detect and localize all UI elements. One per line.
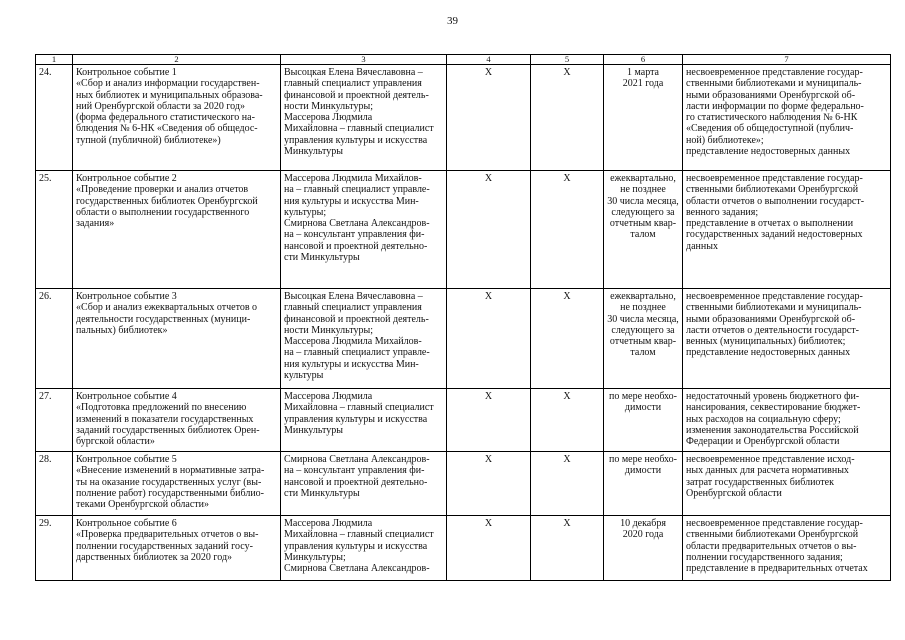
text-line: Х: [484, 454, 493, 465]
text-line: ными образованиями Оренбургской об-: [686, 89, 856, 101]
row-number-cell: [36, 65, 73, 171]
text-line: Х: [484, 518, 493, 529]
text-line: (форма федерального статистического на-: [76, 112, 255, 124]
responsible-person-cell: [281, 65, 447, 171]
text-line: тупной (публичной) библиотеке»): [76, 134, 221, 146]
row-number-cell: [36, 452, 73, 516]
table-row: [36, 516, 891, 581]
text-line: Смирнова Светлана Александров-: [284, 563, 430, 575]
header-cell-7: 7: [683, 55, 891, 65]
text-line: пальных) библиотек»: [76, 324, 168, 336]
table-row: [36, 65, 891, 171]
text-line: 10 декабря: [620, 518, 666, 529]
text-line: ных библиотек и муниципальных образова-: [76, 89, 263, 101]
text-line: несвоевременное представление исход-: [686, 454, 855, 465]
text-line: области о выполнении государственного: [76, 206, 250, 218]
column-5-cell: [531, 289, 604, 389]
text-line: несвоевременное представление государ-: [686, 67, 863, 78]
text-line: недостаточный уровень бюджетного фи-: [686, 391, 860, 402]
column-4-cell: [447, 516, 531, 581]
text-line: Высоцкая Елена Вячеславовна –: [284, 291, 423, 302]
risk-description-cell: [683, 65, 891, 171]
text-line: финансовой и проектной деятель-: [284, 313, 429, 325]
text-line: изменений в показатели государственных: [76, 413, 254, 425]
text-line: несвоевременное представление государ-: [686, 518, 863, 529]
text-line: Х: [484, 291, 493, 302]
text-line: Контрольное событие 3: [76, 291, 177, 302]
text-line: несвоевременное представление государ-: [686, 291, 863, 302]
header-cell-4: 4: [447, 55, 531, 65]
text-line: Х: [484, 391, 493, 402]
risk-description-cell: [683, 171, 891, 289]
text-line: представление в отчетах о выполнении: [686, 218, 854, 230]
text-line: полнение работ) государственными библио-: [76, 487, 265, 499]
control-event-cell: [73, 171, 281, 289]
text-line: финансовой и проектной деятель-: [284, 89, 429, 101]
text-line: на – консультант управления фи-: [284, 229, 425, 241]
text-line: «Внесение изменений в нормативные затра-: [76, 465, 265, 477]
text-line: Высоцкая Елена Вячеславовна –: [284, 67, 423, 78]
deadline-cell: [604, 389, 683, 452]
text-line: Контрольное событие 6: [76, 518, 177, 529]
text-line: представление недостоверных данных: [686, 146, 851, 158]
risk-description-cell: [683, 289, 891, 389]
text-line: главный специалист управления: [284, 302, 422, 314]
text-line: Минкультуры;: [284, 551, 346, 563]
text-line: 30 числа месяца,: [607, 195, 679, 207]
table-row: [36, 452, 891, 516]
text-line: на – консультант управления фи-: [284, 465, 425, 477]
text-line: управления культуры и искусства: [284, 540, 428, 552]
text-line: сти Минкультуры: [284, 487, 360, 499]
risk-description-cell: [683, 516, 891, 581]
row-number-cell: [36, 171, 73, 289]
text-line: Х: [563, 291, 571, 302]
text-line: заданий государственных библиотек Орен-: [76, 424, 260, 436]
deadline-cell: [604, 516, 683, 581]
text-line: талом: [630, 347, 656, 359]
text-line: Минкультуры: [284, 146, 343, 158]
table-row: [36, 389, 891, 452]
control-event-cell: [73, 65, 281, 171]
text-line: «Сбор и анализ информации государствен-: [76, 78, 260, 90]
row-number-cell: [36, 289, 73, 389]
text-line: Х: [484, 67, 493, 78]
risk-description-cell: [683, 452, 891, 516]
text-line: Х: [563, 67, 571, 78]
text-line: Массерова Людмила: [284, 518, 373, 529]
header-cell-2: 2: [73, 55, 281, 65]
text-line: следующего за: [611, 324, 675, 336]
text-line: на – главный специалист управле-: [284, 347, 430, 359]
column-5-cell: [531, 452, 604, 516]
text-line: не позднее: [620, 184, 666, 196]
text-line: несвоевременное представление государ-: [686, 173, 863, 184]
text-line: бургской области»: [76, 436, 155, 448]
table-header-row: [36, 55, 891, 65]
responsible-person-cell: [281, 516, 447, 581]
text-line: культуры;: [284, 206, 327, 218]
text-line: ности Минкультуры;: [284, 100, 374, 112]
text-line: Контрольное событие 1: [76, 67, 177, 78]
text-line: ности Минкультуры;: [284, 324, 374, 336]
text-line: го статистического наблюдения № 6-НК: [686, 112, 858, 124]
column-5-cell: [531, 65, 604, 171]
control-event-cell: [73, 389, 281, 452]
text-line: блюдения № 6-НК «Сведения об общедос-: [76, 123, 258, 135]
text-line: 24.: [39, 67, 52, 78]
text-line: главный специалист управления: [284, 78, 422, 90]
text-line: Контрольное событие 2: [76, 173, 177, 184]
text-line: Федерации и Оренбургской области: [686, 436, 840, 448]
text-line: 26.: [39, 291, 52, 302]
text-line: ты на оказание государственных услуг (вы-: [76, 476, 262, 488]
text-line: ной) библиотеке»;: [686, 134, 764, 146]
text-line: Х: [563, 391, 571, 402]
text-line: Х: [563, 173, 571, 184]
row-number-cell: [36, 516, 73, 581]
text-line: Массерова Людмила: [284, 391, 373, 402]
text-line: ственными библиотеками и муниципаль-: [686, 78, 862, 90]
header-cell-3: 3: [281, 55, 447, 65]
header-cell-1: 1: [36, 55, 73, 65]
text-line: 29.: [39, 518, 52, 529]
text-line: 25.: [39, 173, 52, 184]
text-line: 30 числа месяца,: [607, 313, 679, 325]
control-event-cell: [73, 289, 281, 389]
column-4-cell: [447, 452, 531, 516]
responsible-person-cell: [281, 289, 447, 389]
text-line: ных данных для расчета нормативных: [686, 465, 849, 477]
text-line: деятельности государственных (муници-: [76, 313, 251, 325]
column-5-cell: [531, 516, 604, 581]
responsible-person-cell: [281, 171, 447, 289]
table-row: [36, 289, 891, 389]
text-line: ными образованиями Оренбургской об-: [686, 313, 856, 325]
control-event-cell: [73, 452, 281, 516]
text-line: государственных заданий недостоверных: [686, 229, 863, 241]
text-line: области отчетов о выполнении государст-: [686, 195, 865, 207]
text-line: «Подготовка предложений по внесению: [76, 402, 247, 414]
column-4-cell: [447, 65, 531, 171]
text-line: ственными библиотеками Оренбургской: [686, 529, 859, 541]
text-line: на – главный специалист управле-: [284, 184, 430, 196]
text-line: области предварительных отчетов о вы-: [686, 540, 857, 552]
text-line: 1 марта: [627, 67, 659, 78]
text-line: ежеквартально,: [610, 173, 676, 184]
text-line: ных расходов на социальную сферу;: [686, 413, 841, 425]
deadline-cell: [604, 65, 683, 171]
column-5-cell: [531, 389, 604, 452]
responsible-person-cell: [281, 389, 447, 452]
text-line: Смирнова Светлана Александров-: [284, 454, 430, 465]
text-line: не позднее: [620, 302, 666, 314]
plan-table: [35, 54, 891, 581]
text-line: по мере необхо-: [608, 391, 677, 402]
text-line: ния культуры и искусства Мин-: [284, 195, 419, 207]
text-line: талом: [630, 229, 656, 241]
text-line: «Проверка предварительных отчетов о вы-: [76, 529, 259, 541]
text-line: Михайловна – главный специалист: [284, 529, 434, 541]
text-line: Массерова Людмила Михайлов-: [284, 336, 422, 348]
text-line: следующего за: [611, 206, 675, 218]
text-line: нансовой и проектной деятельно-: [284, 240, 428, 252]
text-line: отчетным квар-: [609, 336, 677, 348]
text-line: Минкультуры: [284, 424, 343, 436]
text-line: 27.: [39, 391, 52, 402]
row-number-cell: [36, 389, 73, 452]
text-line: задания»: [76, 218, 115, 230]
header-cell-6: 6: [604, 55, 683, 65]
column-4-cell: [447, 171, 531, 289]
page-number: 39: [447, 15, 458, 27]
text-line: 2020 года: [622, 529, 664, 541]
text-line: «Проведение проверки и анализ отчетов: [76, 184, 249, 196]
text-line: «Сбор и анализ ежеквартальных отчетов о: [76, 302, 258, 314]
column-4-cell: [447, 389, 531, 452]
text-line: управления культуры и искусства: [284, 134, 428, 146]
text-line: венного задания;: [686, 206, 759, 218]
table-body: [36, 65, 891, 581]
text-line: димости: [624, 402, 662, 414]
text-line: Массерова Людмила: [284, 112, 373, 124]
risk-description-cell: [683, 389, 891, 452]
text-line: отчетным квар-: [609, 218, 677, 230]
text-line: по мере необхо-: [608, 454, 677, 465]
column-5-cell: [531, 171, 604, 289]
text-line: управления культуры и искусства: [284, 413, 428, 425]
text-line: полнении государственных заданий госу-: [76, 540, 253, 552]
table-row: [36, 171, 891, 289]
text-line: Смирнова Светлана Александров-: [284, 218, 430, 230]
header-cell-5: 5: [531, 55, 604, 65]
text-line: ежеквартально,: [610, 291, 676, 302]
text-line: культуры: [284, 370, 324, 382]
text-line: нансирования, секвестирование бюджет-: [686, 402, 861, 414]
text-line: Контрольное событие 5: [76, 454, 177, 465]
text-line: ственными библиотеками Оренбургской: [686, 184, 859, 196]
text-line: представление недостоверных данных: [686, 347, 851, 359]
text-line: венных (муниципальных) библиотек;: [686, 336, 846, 348]
text-line: Михайловна – главный специалист: [284, 123, 434, 135]
deadline-cell: [604, 452, 683, 516]
text-line: Х: [563, 454, 571, 465]
text-line: ния культуры и искусства Мин-: [284, 358, 419, 370]
text-line: теками Оренбургской области»: [76, 499, 210, 511]
text-line: ний Оренбургской области за 2020 год»: [76, 100, 245, 112]
text-line: 28.: [39, 454, 52, 465]
text-line: «Сведения об общедоступной (публич-: [686, 123, 854, 135]
text-line: ласти информации по форме федерально-: [686, 100, 864, 112]
text-line: данных: [686, 240, 718, 252]
text-line: дарственных библиотек за 2020 год»: [76, 551, 233, 563]
text-line: Массерова Людмила Михайлов-: [284, 173, 422, 184]
text-line: полнении государственного задания;: [686, 551, 843, 563]
text-line: ственными библиотеками и муниципаль-: [686, 302, 862, 314]
text-line: Контрольное событие 4: [76, 391, 177, 402]
text-line: Михайловна – главный специалист: [284, 402, 434, 414]
text-line: Х: [484, 173, 493, 184]
text-line: нансовой и проектной деятельно-: [284, 476, 428, 488]
text-line: Х: [563, 518, 571, 529]
deadline-cell: [604, 289, 683, 389]
text-line: государственных библиотек Оренбургской: [76, 195, 258, 207]
text-line: изменения законодательства Российской: [686, 424, 859, 436]
text-line: затрат государственных библиотек: [686, 476, 834, 488]
text-line: 2021 года: [622, 78, 664, 90]
text-line: представление в предварительных отчетах: [686, 563, 868, 575]
responsible-person-cell: [281, 452, 447, 516]
deadline-cell: [604, 171, 683, 289]
text-line: димости: [624, 465, 662, 477]
control-event-cell: [73, 516, 281, 581]
text-line: сти Минкультуры: [284, 252, 360, 264]
text-line: Оренбургской области: [686, 487, 782, 499]
text-line: ласти отчетов о деятельности государст-: [686, 324, 859, 336]
column-4-cell: [447, 289, 531, 389]
